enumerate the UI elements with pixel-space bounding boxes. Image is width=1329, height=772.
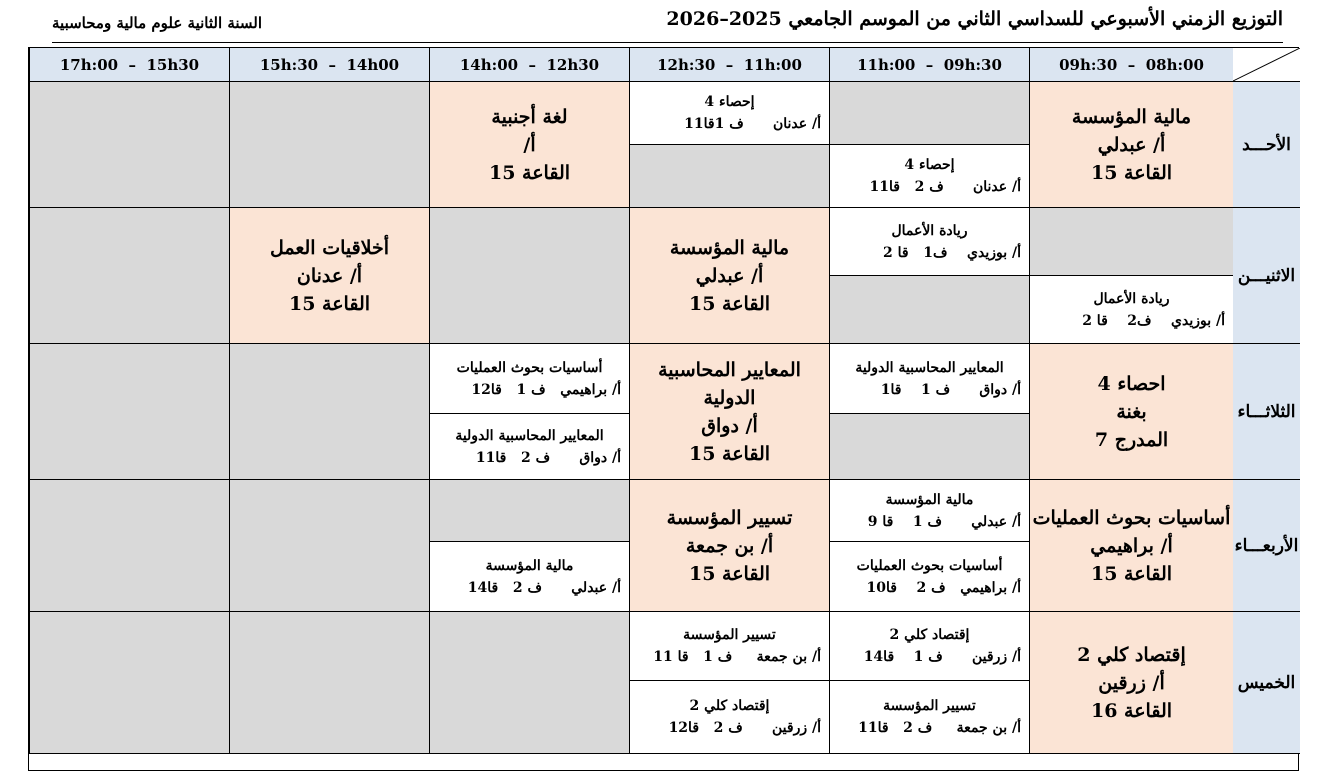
course-name: إقتصاد كلي 2 <box>689 698 770 714</box>
schedule-title: التوزيع الزمني الأسبوعي للسداسي الثاني من الموسم الجامعي 2025–2026 <box>666 8 1283 30</box>
session-detail: أ/ عبدلي ف 2 قا14 <box>467 579 621 596</box>
session-tue-slot4-group2 <box>429 414 629 480</box>
empty-cell <box>29 480 229 612</box>
header-divider <box>52 42 1283 43</box>
course-name: أخلاقيات العمل <box>269 236 390 259</box>
empty-cell <box>829 414 1029 480</box>
course-name: ريادة الأعمال <box>1093 290 1170 307</box>
session-detail: أ/ بن جمعة ف 2 قا11 <box>858 720 1021 736</box>
room-name: القاعة 15 <box>488 161 571 184</box>
room-name: القاعة 16 <box>1090 699 1173 722</box>
course-name-continued: الدولية <box>703 386 756 409</box>
course-name: ريادة الأعمال <box>891 222 968 239</box>
course-name: تسيير المؤسسة <box>666 506 793 529</box>
session-wed-slot4-group2 <box>429 542 629 612</box>
session-wed-slot2-group2 <box>829 542 1029 612</box>
course-name: أساسيات بحوث العمليات <box>456 359 603 376</box>
teacher-name: أ/ عبدلي <box>695 264 764 287</box>
teacher-name: أ/ <box>523 133 536 156</box>
session-wed-slot1 <box>1029 480 1233 612</box>
empty-cell <box>229 612 429 754</box>
session-sun-slot4 <box>429 82 629 208</box>
session-wed-slot2-group1 <box>829 480 1029 542</box>
session-mon-slot3 <box>629 208 829 344</box>
empty-cell <box>29 344 229 480</box>
empty-cell <box>229 82 429 208</box>
day-tuesday: الثلاثـــاء <box>1233 344 1300 480</box>
slot-header-4: 14h:00 – 12h30 <box>429 48 629 82</box>
course-name: المعايير المحاسبية <box>658 358 801 381</box>
course-name: احصاء 4 <box>1097 372 1166 395</box>
schedule-subtitle: السنة الثانية علوم مالية ومحاسبية <box>52 14 263 32</box>
session-detail: أ/ عدنان ف 1قا11 <box>684 116 821 132</box>
empty-cell <box>29 612 229 754</box>
empty-cell <box>229 480 429 612</box>
course-name: مالية المؤسسة <box>669 236 790 259</box>
room-name: القاعة 15 <box>288 292 371 315</box>
day-thursday: الخميس <box>1233 612 1300 754</box>
session-detail: أ/ دواق ف 1 قا1 <box>880 381 1021 398</box>
empty-cell <box>829 276 1029 344</box>
session-detail: أ/ دواق ف 2 قا11 <box>475 449 621 466</box>
empty-cell <box>29 82 229 208</box>
session-thu-slot3-group1 <box>629 612 829 681</box>
slot-header-2: 11h:00 – 09h:30 <box>829 48 1029 82</box>
teacher-name: أ/ براهيمي <box>1090 534 1173 557</box>
room-name: القاعة 15 <box>688 562 771 585</box>
session-detail: أ/ بن جمعة ف 1 قا 11 <box>653 649 821 665</box>
course-name: مالية المؤسسة <box>1071 105 1192 128</box>
slot-header-3: 12h:30 – 11h:00 <box>629 48 829 82</box>
teacher-name: أ/ دواق <box>701 414 758 437</box>
day-wednesday: الأربعـــاء <box>1233 480 1300 612</box>
diagonal-line-icon <box>1233 48 1300 81</box>
course-name: مالية المؤسسة <box>485 557 574 574</box>
session-mon-slot1-group2 <box>1029 276 1233 344</box>
session-detail: أ/ براهيمي ف 2 قا10 <box>866 579 1021 596</box>
course-name: تسيير المؤسسة <box>883 698 976 714</box>
course-name: لغة أجنبية <box>491 105 568 128</box>
room-name: القاعة 15 <box>1090 562 1173 585</box>
empty-cell <box>429 480 629 542</box>
session-sun-slot2-group2 <box>829 145 1029 208</box>
session-wed-slot3 <box>629 480 829 612</box>
session-mon-slot5 <box>229 208 429 344</box>
session-detail: أ/ زرقين ف 1 قا14 <box>863 649 1021 665</box>
session-thu-slot2-group2 <box>829 681 1029 754</box>
session-thu-slot1 <box>1029 612 1233 754</box>
course-name: أساسيات بحوث العمليات <box>1032 506 1231 529</box>
course-name: المعايير المحاسبية الدولية <box>455 427 604 444</box>
course-name: إقتصاد كلي 2 <box>889 627 970 643</box>
course-name: مالية المؤسسة <box>885 491 974 508</box>
session-mon-slot2-group1 <box>829 208 1029 276</box>
slot-header-6: 17h:00 – 15h30 <box>29 48 229 82</box>
session-thu-slot2-group1 <box>829 612 1029 681</box>
session-tue-slot3 <box>629 344 829 480</box>
teacher-name: أ/ عدنان <box>296 264 363 287</box>
empty-cell <box>429 612 629 754</box>
empty-cell <box>429 208 629 344</box>
session-tue-slot1 <box>1029 344 1233 480</box>
session-detail: أ/ بوزيدي ف2 قا 2 <box>1082 312 1225 329</box>
session-sun-slot1 <box>1029 82 1233 208</box>
course-name: إقتصاد كلي 2 <box>1077 643 1186 666</box>
session-tue-slot2-group1 <box>829 344 1029 414</box>
course-name: تسيير المؤسسة <box>683 627 776 643</box>
timetable <box>28 47 1299 771</box>
empty-cell <box>1029 208 1233 276</box>
session-detail: أ/ عبدلي ف 1 قا 9 <box>867 513 1021 530</box>
room-name: القاعة 15 <box>688 292 771 315</box>
day-sunday: الأحـــد <box>1233 82 1300 208</box>
course-name: أساسيات بحوث العمليات <box>856 557 1003 574</box>
empty-cell <box>829 82 1029 145</box>
teacher-name: أ/ زرقين <box>1098 671 1165 694</box>
empty-cell <box>229 344 429 480</box>
course-name: المعايير المحاسبية الدولية <box>855 359 1004 376</box>
teacher-name: أ/ بن جمعة <box>685 534 774 557</box>
slot-header-1: 09h:30 – 08h:00 <box>1029 48 1233 82</box>
corner-cell <box>1233 48 1300 82</box>
teacher-name: أ/ عبدلي <box>1097 133 1166 156</box>
session-tue-slot4-group1 <box>429 344 629 414</box>
room-name: القاعة 15 <box>1090 161 1173 184</box>
session-detail: أ/ زرقين ف 2 قا12 <box>668 720 821 736</box>
slot-header-5: 15h:30 – 14h00 <box>229 48 429 82</box>
room-name: القاعة 15 <box>688 442 771 465</box>
session-thu-slot3-group2 <box>629 681 829 754</box>
session-sun-slot3-group1 <box>629 82 829 145</box>
session-detail: أ/ براهيمي ف 1 قا12 <box>471 381 621 398</box>
teacher-name: بغنة <box>1116 400 1147 423</box>
room-name: المدرج 7 <box>1094 428 1169 451</box>
session-detail: أ/ بوزيدي ف1 قا 2 <box>883 244 1021 261</box>
empty-cell <box>29 208 229 344</box>
course-name: إحصاء 4 <box>704 94 755 110</box>
course-name: إحصاء 4 <box>904 157 955 173</box>
session-detail: أ/ عدنان ف 2 قا11 <box>869 179 1021 195</box>
day-monday: الاثنيـــن <box>1233 208 1300 344</box>
empty-cell <box>629 145 829 208</box>
